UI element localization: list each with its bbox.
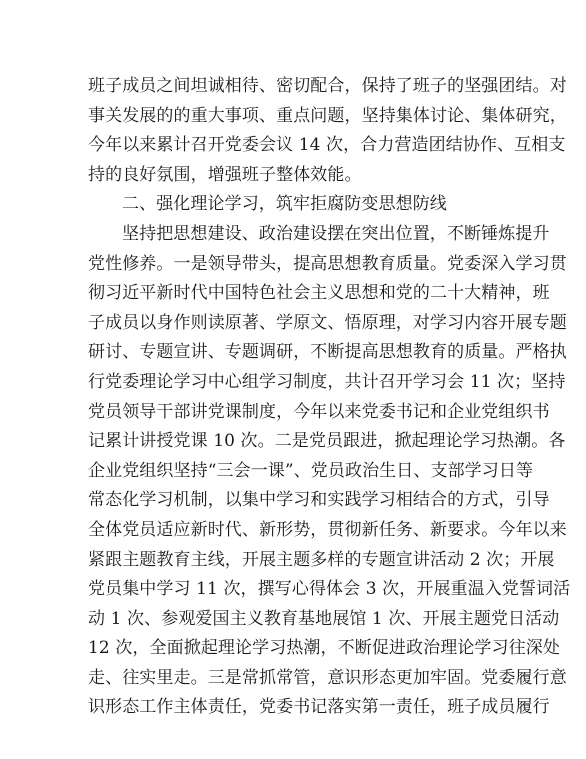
- text-line: 党性修养。一是领导带头，提高思想教育质量。党委深入学习贯: [88, 253, 567, 274]
- intro-paragraph: [88, 72, 567, 190]
- text-line: 识形态工作主体责任，党委书记落实第一责任，班子成员履行: [88, 697, 550, 718]
- text-line: 常态化学习机制，以集中学习和实践学习相结合的方式，引导: [88, 490, 550, 511]
- text-line: 党员领导干部讲党课制度，今年以来党委书记和企业党组织书: [88, 401, 550, 422]
- text-line: 动 1 次、参观爱国主义教育基地展馆 1 次、开展主题党日活动: [88, 608, 560, 629]
- text-line: 研讨、专题宣讲、专题调研，不断提高思想教育的质量。严格执: [88, 342, 567, 363]
- document-body: [88, 72, 571, 723]
- text-line: 企业党组织坚持“三会一课”、党员政治生日、支部学习日等: [88, 460, 534, 481]
- text-line: 坚持把思想建设、政治建设摆在突出位置，不断锤炼提升: [122, 223, 550, 244]
- text-line: 今年以来累计召开党委会议 14 次，合力营造团结协作、互相支: [88, 135, 566, 156]
- text-line: 子成员以身作则读原著、学原文、悟原理，对学习内容开展专题: [88, 312, 567, 333]
- main-paragraph: [88, 220, 571, 723]
- text-line: 班子成员之间坦诚相待、密切配合，保持了班子的坚强团结。对: [88, 76, 567, 96]
- text-line: 行党委理论学习中心组学习制度，共计召开学习会 11 次；坚持: [88, 371, 566, 392]
- text-line: 紧跟主题教育主线，开展主题多样的专题宣讲活动 2 次；开展: [88, 549, 555, 570]
- section-heading: 二、强化理论学习，筑牢拒腐防变思想防线: [122, 194, 447, 215]
- text-line: 走、往实里走。三是常抓常管，意识形态更加牢固。党委履行意: [88, 667, 567, 688]
- text-line: 党员集中学习 11 次，撰写心得体会 3 次，开展重温入党誓词活: [88, 579, 571, 600]
- text-line: 全体党员适应新时代、新形势，贯彻新任务、新要求。今年以来: [88, 519, 567, 540]
- text-line: 记累计讲授党课 10 次。二是党员跟进，掀起理论学习热潮。各: [88, 431, 566, 452]
- text-line: 持的良好氛围，增强班子整体效能。: [88, 164, 362, 185]
- text-line: 12 次，全面掀起理论学习热潮，不断促进政治理论学习往深处: [88, 638, 560, 659]
- text-line: 事关发展的的重大事项、重点问题，坚持集体讨论、集体研究，: [88, 105, 567, 126]
- text-line: 彻习近平新时代中国特色社会主义思想和党的二十大精神，班: [88, 283, 550, 304]
